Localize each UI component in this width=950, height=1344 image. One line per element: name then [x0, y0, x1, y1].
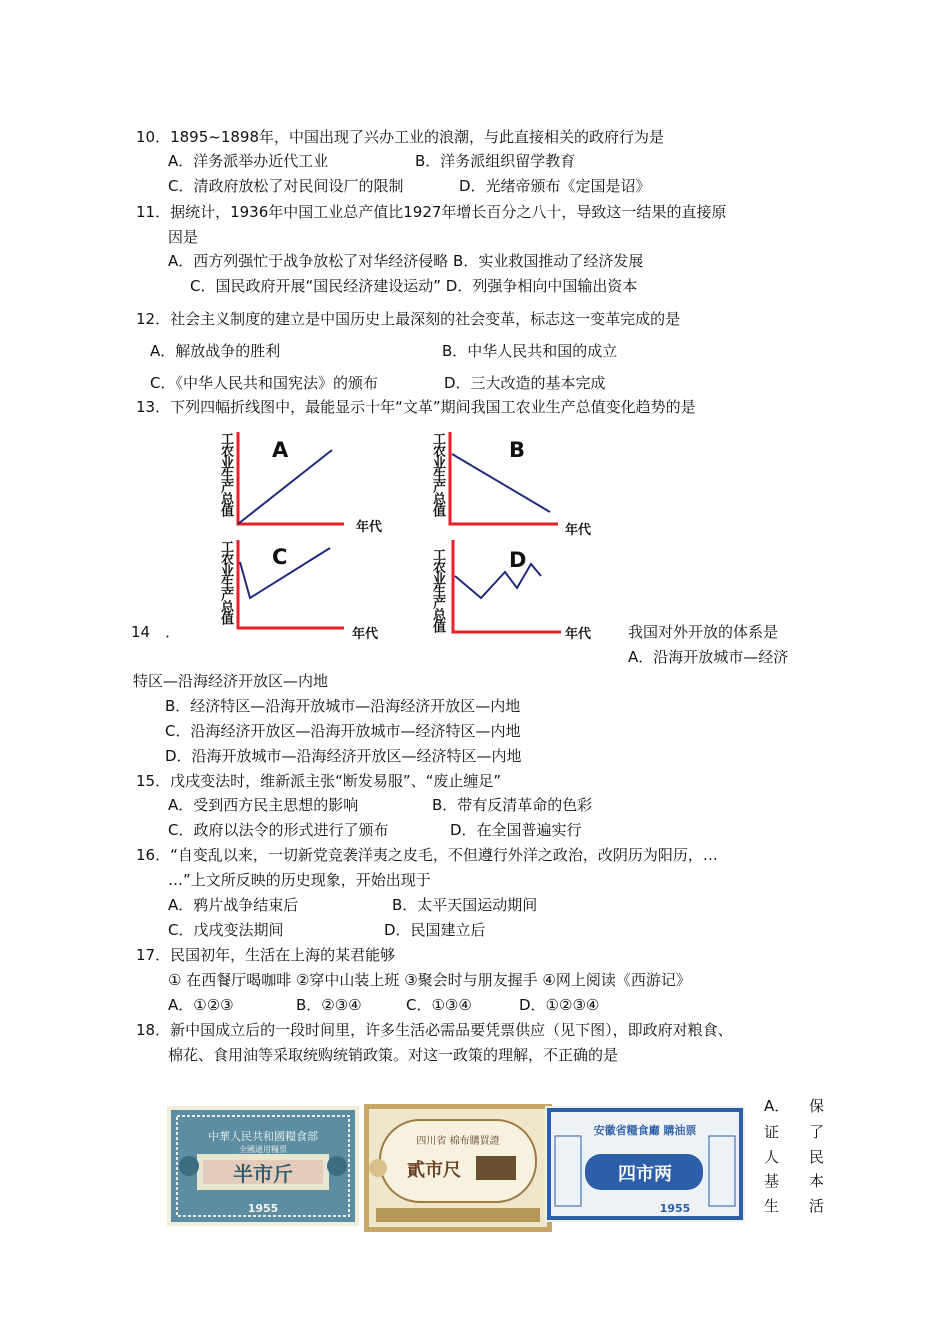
chart-b-line	[452, 454, 550, 512]
q12-option-a: A．解放战争的胜利	[150, 342, 281, 360]
q18-a-l3-right: 民	[808, 1148, 824, 1166]
q18-a-l5-left: 生	[764, 1197, 780, 1215]
q18-stem-cont: 棉花、食用油等采取统购统销政策。对这一政策的理解，不正确的是	[168, 1046, 619, 1064]
q17-stem: 17．民国初年，生活在上海的某君能够	[136, 946, 396, 964]
q11-options-ab: A．西方列强忙于战争放松了对华经济侵略 B．实业救国推动了经济发展	[168, 252, 644, 270]
q14-option-b: B．经济特区—沿海开放城市—沿海经济开放区—内地	[165, 697, 521, 715]
q18-stem: 18．新中国成立后的一段时间里，许多生活必需品要凭票供应（见下图），即政府对粮食、	[136, 1021, 733, 1039]
q10-option-c: C．清政府放松了对民间设厂的限制	[168, 177, 404, 195]
coupon-cloth	[364, 1104, 552, 1232]
q17-option-c: C．①③④	[406, 996, 472, 1014]
chart-a-line	[238, 450, 332, 524]
q17-option-a: A．①②③	[168, 996, 234, 1014]
q12-option-c: C．《中华人民共和国宪法》的颁布	[150, 374, 378, 392]
q14-option-a: A．沿海开放城市—经济	[628, 648, 789, 666]
q10-option-b: B．洋务派组织留学教育	[415, 152, 576, 170]
chart-b-axes	[450, 432, 558, 524]
q11-stem: 11．据统计，1936年中国工业总产值比1927年增长百分之八十，导致这一结果的直接原	[136, 203, 727, 221]
q16-option-d: D．民国建立后	[384, 921, 486, 939]
q15-option-a: A．受到西方民主思想的影响	[168, 796, 359, 814]
q18-a-l5-right: 活	[808, 1197, 824, 1215]
q18-a-l2-left: 证	[764, 1123, 780, 1141]
chart-c-y-label: 工农业生产总值	[218, 540, 233, 624]
q14-option-c: C．沿海经济开放区—沿海开放城市—经济特区—内地	[165, 722, 521, 740]
coupon-grain	[167, 1106, 359, 1226]
q17-option-d: D．①②③④	[519, 996, 600, 1014]
q14-option-d: D．沿海开放城市—沿海经济开放区—经济特区—内地	[165, 747, 522, 765]
q16-stem: 16．“自变乱以来，一切新党竞袭洋夷之皮毛，不但遵行外洋之政治，改阴历为阳历，…	[136, 846, 718, 864]
q14-stem: 我国对外开放的体系是	[628, 623, 779, 641]
chart-a-label: A	[272, 438, 289, 462]
chart-d-label: D	[509, 548, 527, 572]
coupon-oil-year: 1955	[659, 1202, 691, 1215]
coupon-grain-title: 中華人民共和國糧食部	[208, 1130, 318, 1143]
q14-option-a-cont: 特区—沿海经济开放区—内地	[133, 672, 329, 690]
q15-option-c: C．政府以法令的形式进行了颁布	[168, 821, 389, 839]
coupon-oil	[545, 1106, 745, 1222]
chart-d-line	[455, 564, 541, 598]
q10-option-a: A．洋务派举办近代工业	[168, 152, 329, 170]
q12-stem: 12．社会主义制度的建立是中国历史上最深刻的社会变革，标志这一变革完成的是	[136, 310, 681, 328]
chart-c-label: C	[272, 545, 288, 569]
q15-option-b: B．带有反清革命的色彩	[432, 796, 593, 814]
chart-c-line	[240, 548, 330, 598]
chart-d	[449, 540, 561, 636]
q14-number: 14 ．	[131, 623, 181, 641]
chart-c	[234, 540, 344, 632]
chart-a-axes	[238, 432, 344, 524]
q16-option-a: A．鸦片战争结束后	[168, 896, 299, 914]
coupon-cloth-title: 四川省 棉布購買證	[416, 1136, 500, 1147]
chart-d-y-label: 工农业生产总值	[430, 548, 445, 632]
chart-a	[234, 432, 344, 528]
q16-option-b: B．太平天国运动期间	[392, 896, 538, 914]
chart-a-y-label: 工农业生产总值	[218, 432, 233, 516]
chart-b-label: B	[509, 438, 526, 462]
q12-option-d: D．三大改造的基本完成	[444, 374, 606, 392]
q17-option-b: B．②③④	[296, 996, 362, 1014]
coupon-grain-year: 1955	[247, 1202, 279, 1215]
q18-a-l3-left: 人	[764, 1148, 780, 1166]
q10-stem: 10．1895~1898年，中国出现了兴办工业的浪潮，与此直接相关的政府行为是	[136, 128, 665, 146]
coupon-grain-value: 半市斤	[233, 1162, 293, 1186]
q18-a-l4-right: 本	[808, 1172, 824, 1190]
q15-option-d: D．在全国普遍实行	[450, 821, 582, 839]
q15-stem: 15．戊戌变法时，维新派主张“断发易服”、“废止缠足”	[136, 772, 502, 790]
q17-items: ① 在西餐厅喝咖啡 ②穿中山装上班 ③聚会时与朋友握手 ④网上阅读《西游记》	[168, 971, 691, 989]
chart-c-x-label: 年代	[352, 627, 379, 642]
chart-d-x-label: 年代	[565, 627, 592, 642]
chart-b-x-label: 年代	[565, 523, 592, 538]
chart-c-axes	[238, 540, 344, 628]
q13-stem: 13．下列四幅折线图中，最能显示十年“文革”期间我国工农业生产总值变化趋势的是	[136, 398, 696, 416]
q18-a-l1-left: A．	[764, 1097, 790, 1115]
coupon-grain-sub: 全國通用糧票	[239, 1145, 287, 1154]
coupon-oil-value: 四市两	[618, 1164, 672, 1185]
q12-option-b: B．中华人民共和国的成立	[442, 342, 618, 360]
q10-option-d: D．光绪帝颁布《定国是诏》	[459, 177, 651, 195]
chart-a-x-label: 年代	[356, 520, 383, 535]
q16-stem-cont: …”上文所反映的历史现象，开始出现于	[168, 871, 431, 889]
q18-a-l1-right: 保	[808, 1097, 824, 1115]
coupon-oil-title: 安徽省糧食廳 購油票	[593, 1124, 697, 1137]
chart-d-axes	[453, 540, 561, 632]
chart-b	[446, 432, 558, 528]
q16-option-c: C．戊戌变法期间	[168, 921, 284, 939]
chart-b-y-label: 工农业生产总值	[430, 432, 445, 516]
coupon-cloth-value: 貳市尺	[407, 1160, 461, 1181]
q11-options-cd: C．国民政府开展“国民经济建设运动” D．列强争相向中国输出资本	[190, 277, 638, 295]
q18-a-l2-right: 了	[808, 1123, 824, 1141]
q11-stem-cont: 因是	[168, 228, 199, 246]
q18-a-l4-left: 基	[764, 1172, 780, 1190]
